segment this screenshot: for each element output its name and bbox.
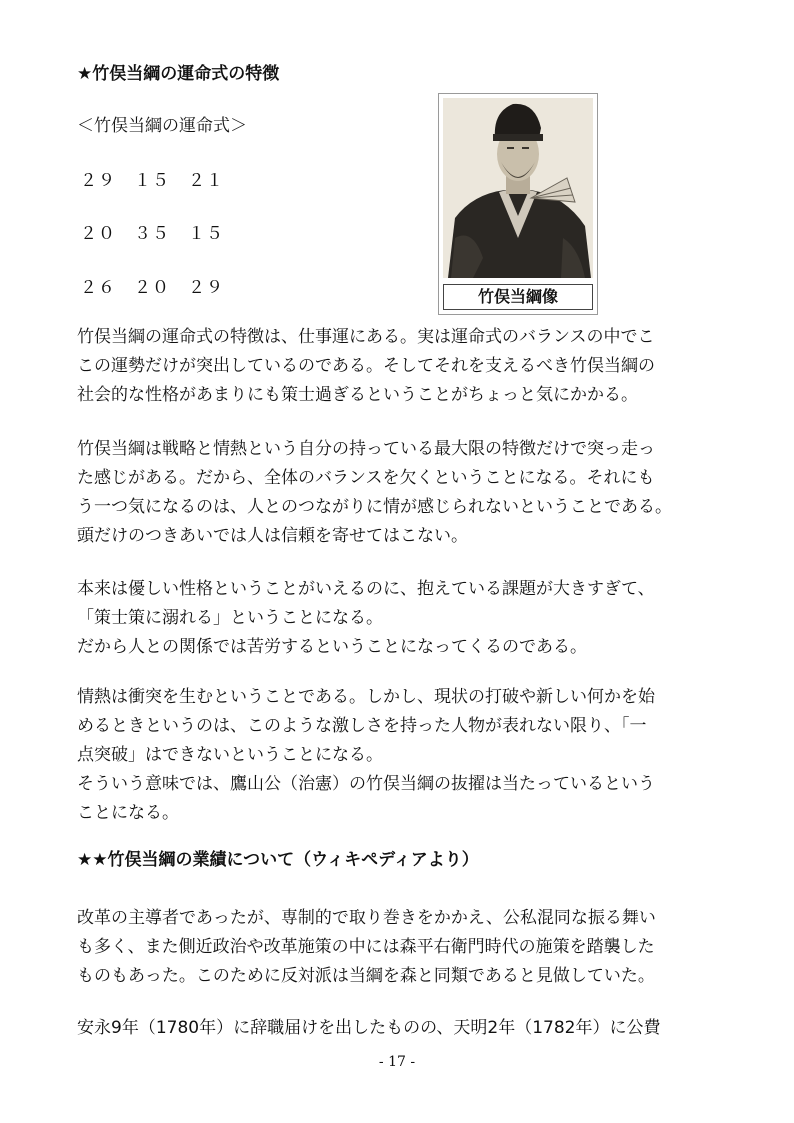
paragraph-line: も多く、また側近政治や改革施策の中には森平右衛門時代の施策を踏襲した <box>77 937 655 957</box>
paragraph <box>77 1014 723 1043</box>
paragraph-line: 頭だけのつきあいでは人は信頼を寄せてはこない。 <box>77 526 468 546</box>
paragraph-line: 社会的な性格があまりにも策士過ぎるということがちょっと気にかかる。 <box>77 385 638 405</box>
portrait-image-icon <box>443 98 593 278</box>
formula-row: ２０ ３５ １５ <box>80 224 224 244</box>
paragraph-line: た感じがある。だから、全体のバランスを欠くということになる。それにも <box>77 468 655 488</box>
paragraph <box>77 323 723 410</box>
paragraph-line: 点突破」はできないということになる。 <box>77 745 383 765</box>
section-heading: ★竹俣当綱の運命式の特徴 <box>77 64 280 84</box>
paragraph <box>77 575 723 662</box>
portrait-figure <box>438 93 598 315</box>
paragraph-line: ものもあった。このために反対派は当綱を森と同類であると見做していた。 <box>77 966 655 986</box>
formula-row: ２６ ２０ ２９ <box>80 278 224 298</box>
paragraph-line: 改革の主導者であったが、専制的で取り巻きをかかえ、公私混同な振る舞い <box>77 908 656 928</box>
formula-row: ２９ １５ ２１ <box>80 171 224 191</box>
paragraph-line: 情熱は衝突を生むということである。しかし、現状の打破や新しい何かを始 <box>77 687 655 707</box>
paragraph-line: めるときというのは、このような激しさを持った人物が表れない限り、「一 <box>77 716 647 736</box>
paragraph-line: 「策士策に溺れる」ということになる。 <box>77 608 383 628</box>
paragraph-line: だから人との関係では苦労するということになってくるのである。 <box>77 637 587 657</box>
paragraph-line: 安永9年（1780年）に辞職届けを出したものの、天明2年（1782年）に公費 <box>77 1018 661 1038</box>
paragraph-line: そういう意味では、鷹山公（治憲）の竹俣当綱の抜擢は当たっているという <box>77 774 655 794</box>
section-heading: ★★竹俣当綱の業績について（ウィキペディアより） <box>77 850 479 870</box>
paragraph-line: 竹俣当綱の運命式の特徴は、仕事運にある。実は運命式のバランスの中でこ <box>77 327 655 347</box>
page-number: - 17 - <box>378 1054 416 1070</box>
paragraph-line: ことになる。 <box>77 803 179 823</box>
paragraph <box>77 904 723 991</box>
paragraph <box>77 435 723 551</box>
paragraph-line: 竹俣当綱は戦略と情熱という自分の持っている最大限の特徴だけで突っ走っ <box>77 439 655 459</box>
paragraph-line: う一つ気になるのは、人とのつながりに情が感じられないということである。 <box>77 497 672 517</box>
formula-title: ＜竹俣当綱の運命式＞ <box>77 116 247 136</box>
paragraph-line: 本来は優しい性格ということがいえるのに、抱えている課題が大きすぎて、 <box>77 579 655 599</box>
portrait-caption: 竹俣当綱像 <box>443 284 593 310</box>
paragraph <box>77 683 723 828</box>
paragraph-line: この運勢だけが突出しているのである。そしてそれを支えるべき竹俣当綱の <box>77 356 655 376</box>
